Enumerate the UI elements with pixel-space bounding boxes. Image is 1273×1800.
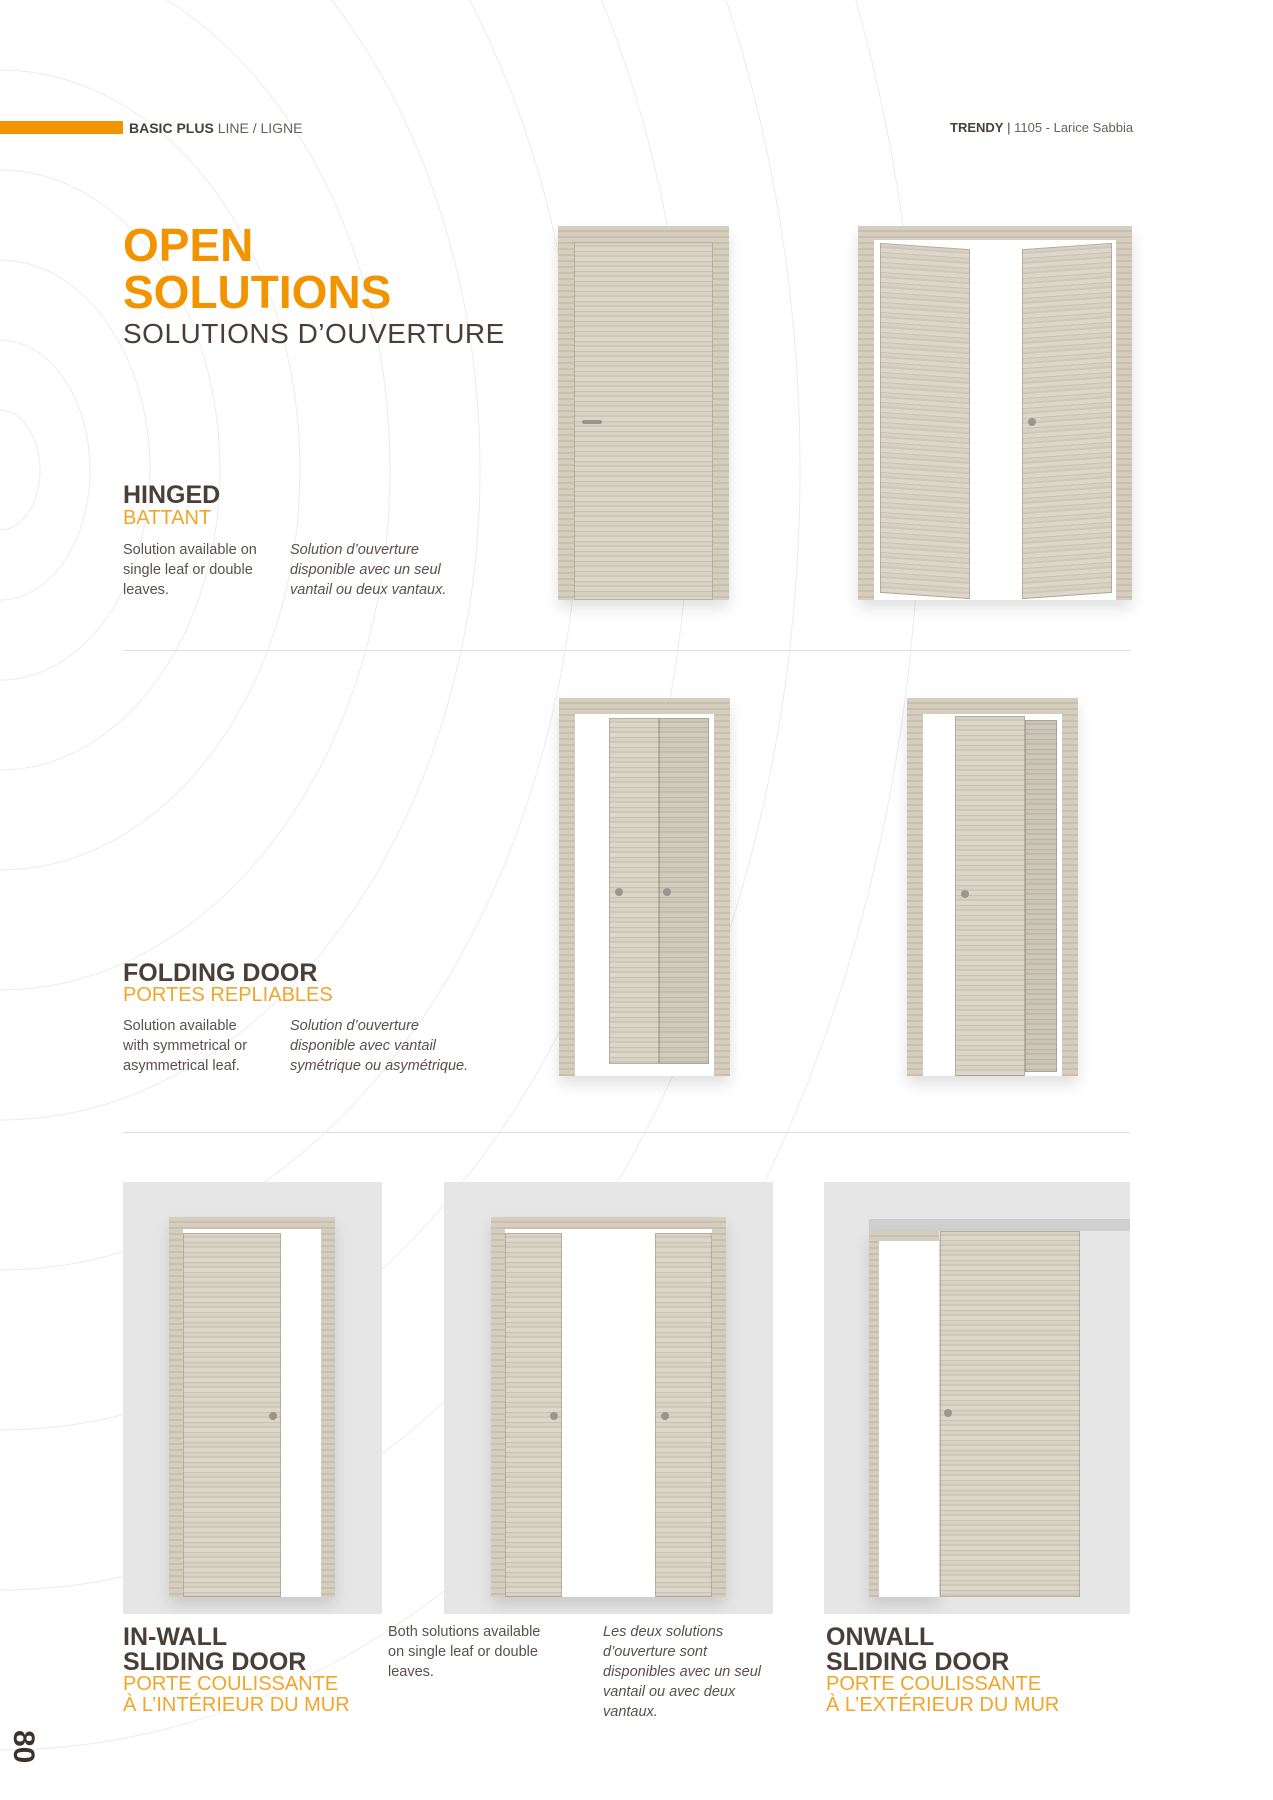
folding-title: FOLDING DOOR <box>123 959 318 987</box>
sliding-text-en: Both solutions available on single leaf or double leaves. <box>388 1624 541 1680</box>
divider <box>123 650 1130 651</box>
asymmetrical-folding-door-image <box>907 698 1078 1076</box>
accent-bar <box>0 121 123 134</box>
finish-name: 1105 - Larice Sabbia <box>1014 120 1134 135</box>
separator: | <box>1007 120 1011 135</box>
folding-text-fr: Solution d’ouverture disponible avec vantail symétrique ou asymétrique. <box>290 1018 469 1074</box>
inwall-title-line1: IN-WALL <box>123 1623 228 1651</box>
page-subtitle: SOLUTIONS D’OUVERTURE <box>123 318 505 349</box>
product-line <box>129 120 303 136</box>
folding-subtitle: PORTES REPLIABLES <box>123 984 333 1006</box>
collection-name: TRENDY <box>950 120 1004 135</box>
hinged-text-en: Solution available on single leaf or double leaves. <box>123 542 257 598</box>
inwall-title-line2: SLIDING DOOR <box>123 1648 307 1676</box>
single-hinged-door-image <box>558 226 729 600</box>
in-wall-double-sliding-door-image <box>444 1182 773 1614</box>
inwall-subtitle-line2: À L’INTÉRIEUR DU MUR <box>123 1694 350 1716</box>
hinged-subtitle: BATTANT <box>123 507 212 529</box>
collection-info <box>950 120 1133 135</box>
onwall-subtitle-line2: À L’EXTÉRIEUR DU MUR <box>826 1694 1060 1716</box>
line-name: BASIC PLUS <box>129 120 214 136</box>
onwall-title-line1: ONWALL <box>826 1623 935 1651</box>
in-wall-single-sliding-door-image <box>123 1182 382 1614</box>
page-title-line2: SOLUTIONS <box>123 266 392 318</box>
hinged-text-fr: Solution d’ouverture disponible avec un seul vantail ou deux vantaux. <box>290 542 447 598</box>
page-title-line1: OPEN <box>123 219 254 271</box>
double-hinged-door-image <box>858 226 1132 600</box>
onwall-sliding-door-image <box>824 1182 1130 1614</box>
page-number: 80 <box>7 1730 40 1764</box>
divider <box>123 1132 1130 1133</box>
sliding-text-fr: Les deux solutions d’ouverture sont disponibles avec un seul vantail ou avec deux vantaux. <box>603 1624 761 1720</box>
hinged-title: HINGED <box>123 481 221 509</box>
line-label: LINE / LIGNE <box>217 120 303 136</box>
onwall-subtitle-line1: PORTE COULISSANTE <box>826 1673 1042 1695</box>
inwall-subtitle-line1: PORTE COULISSANTE <box>123 1673 339 1695</box>
folding-text-en: Solution available with symmetrical or asymmetrical leaf. <box>123 1018 248 1074</box>
symmetrical-folding-door-image <box>559 698 730 1076</box>
onwall-title-line2: SLIDING DOOR <box>826 1648 1010 1676</box>
